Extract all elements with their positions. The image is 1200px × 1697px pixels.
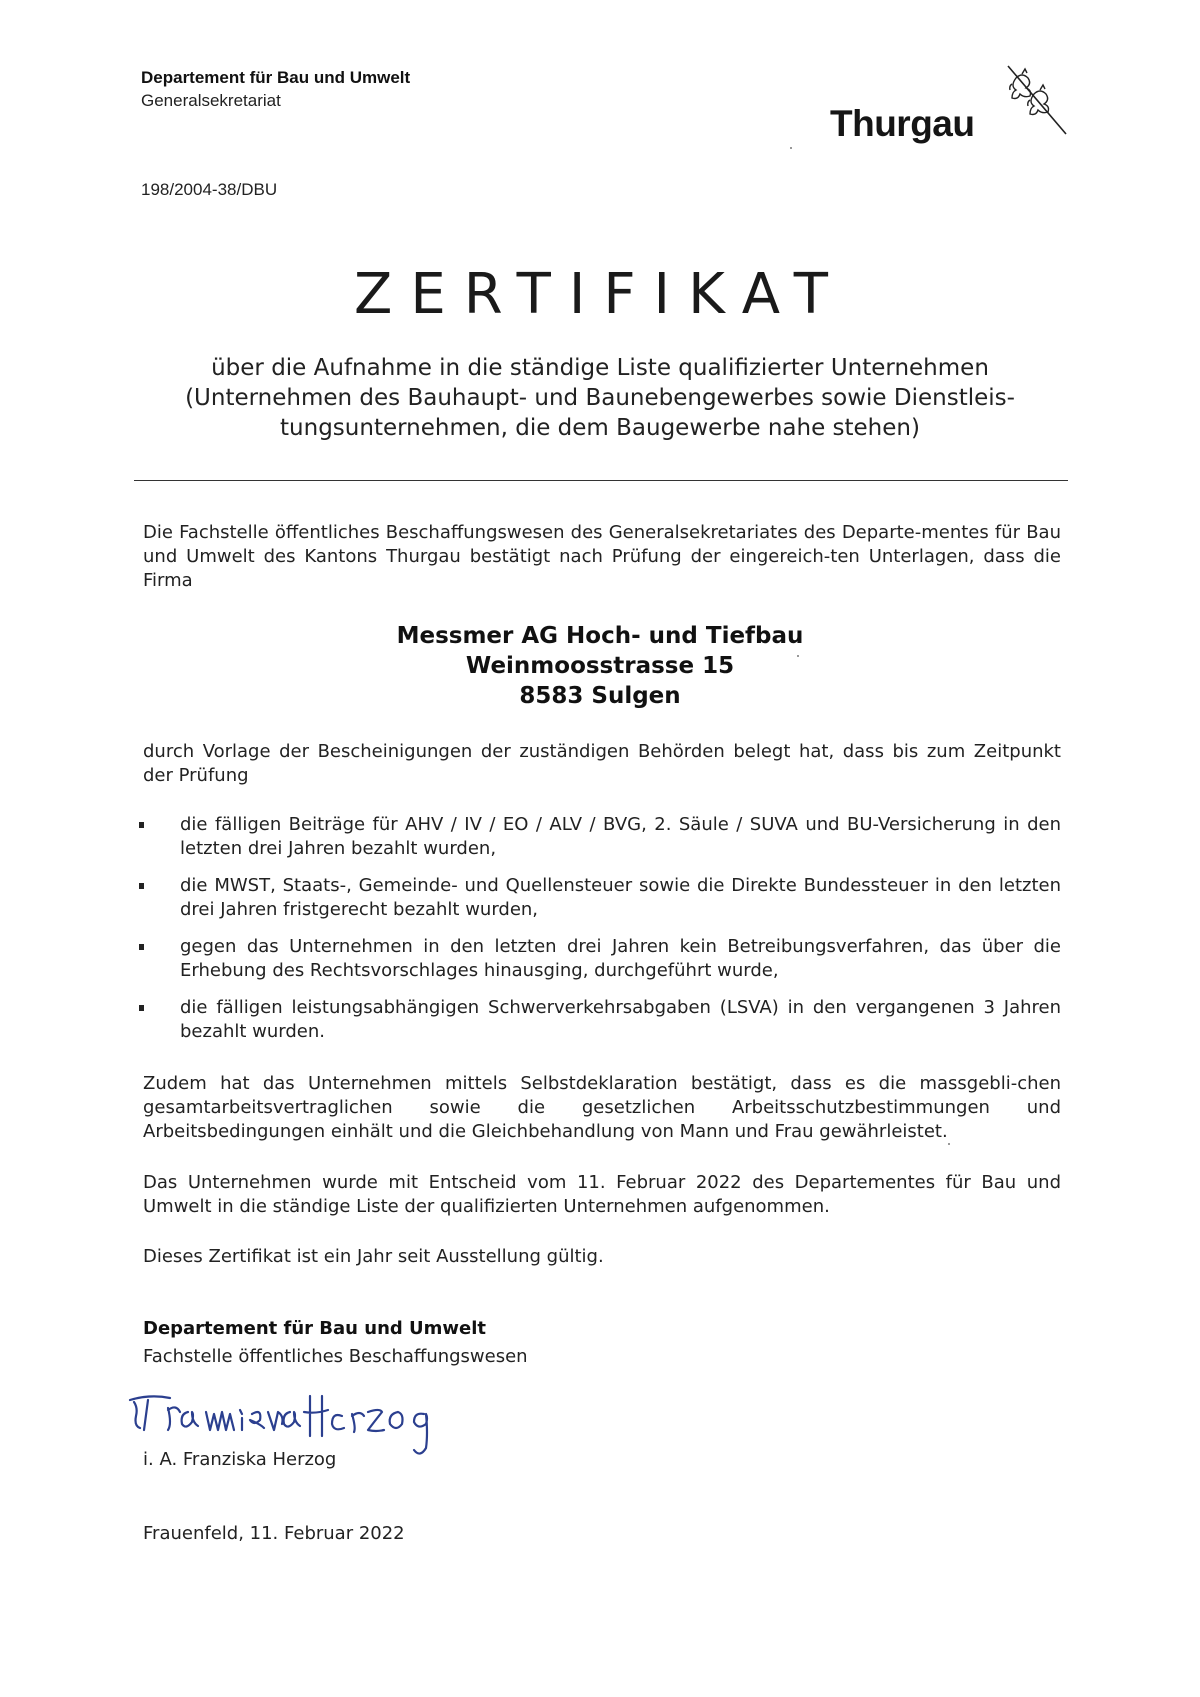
list-item-text: die fälligen Beiträge für AHV / IV / EO / ALV / BVG, 2. Säule / SUVA und BU-Versicherung in den letzten drei Jahren bezahlt wurden,	[180, 814, 1061, 859]
scan-speck	[797, 655, 799, 657]
place-date: Frauenfeld, 11. Februar 2022	[143, 1523, 405, 1544]
bullet-icon	[139, 944, 144, 950]
list-item-text: gegen das Unternehmen in den letzten drei Jahren kein Betreibungsverfahren, das über die Erhebung des Rechtsvorschlages hinausging, durchgeführt wurde,	[180, 936, 1061, 981]
bullet-icon	[139, 883, 144, 889]
divider	[134, 480, 1068, 481]
page-title: ZERTIFIKAT	[354, 262, 846, 327]
requirements-list	[139, 813, 1061, 1057]
header-department: Departement für Bau und Umwelt	[141, 68, 411, 87]
decision-paragraph: Das Unternehmen wurde mit Entscheid vom 11. Februar 2022 des Departementes für Bau und Umwelt in die ständige Liste der qualifizierten Unternehmen aufgenommen.	[143, 1172, 1061, 1217]
evidence-paragraph: durch Vorlage der Bescheinigungen der zuständigen Behörden belegt hat, dass bis zum Zeitpunkt der Prüfung	[143, 741, 1061, 786]
header-secretariat: Generalsekretariat	[141, 91, 281, 110]
list-item-text: die MWST, Staats-, Gemeinde- und Quellensteuer sowie die Direkte Bundessteuer in den letzten drei Jahren fristgerecht bezahlt wurden,	[180, 875, 1061, 920]
scan-speck	[948, 1143, 950, 1145]
scan-speck	[790, 147, 792, 149]
list-item	[139, 874, 1061, 922]
signature-department: Departement für Bau und Umwelt	[143, 1318, 487, 1339]
bullet-icon	[139, 822, 144, 828]
thurgau-logo-text: Thurgau	[830, 103, 975, 144]
thurgau-lion-emblem-icon	[1002, 64, 1068, 136]
intro-paragraph: Die Fachstelle öffentliches Beschaffungswesen des Generalsekretariates des Departe-mentes für Bau und Umwelt des Kantons Thurgau bestätigt nach Prüfung der eingereich-ten Unterlagen, dass die Firma	[143, 522, 1061, 591]
signature-unit: Fachstelle öffentliches Beschaffungswesen	[143, 1346, 528, 1367]
reference-number: 198/2004-38/DBU	[141, 180, 278, 199]
company-city: 8583 Sulgen	[519, 683, 681, 709]
list-item	[139, 996, 1061, 1044]
bullet-icon	[139, 1005, 144, 1011]
list-item	[139, 813, 1061, 861]
certificate-subtitle: über die Aufnahme in die ständige Liste qualifizierter Unternehmen (Unternehmen des Bauhaupt- und Baunebengewerbes sowie Dienstleis-tungsunternehmen, die dem Baugewerbe nahe stehen)	[185, 355, 1015, 441]
list-item-text: die fälligen leistungsabhängigen Schwerverkehrsabgaben (LSVA) in den vergangenen 3 Jahren bezahlt wurden.	[180, 997, 1061, 1042]
validity-paragraph: Dieses Zertifikat ist ein Jahr seit Ausstellung gültig.	[143, 1246, 604, 1267]
company-name: Messmer AG Hoch- und Tiefbau	[396, 623, 804, 649]
list-item	[139, 935, 1061, 983]
self-declaration-paragraph: Zudem hat das Unternehmen mittels Selbstdeklaration bestätigt, dass es die massgebli-chen gesamtarbeitsvertraglichen sowie die gesetzlichen Arbeitsschutzbestimmungen und Arbeitsbedingungen einhält und die Gleichbehandlung von Mann und Frau gewährleistet.	[143, 1073, 1061, 1142]
company-street: Weinmoosstrasse 15	[465, 653, 735, 679]
signatory-name: i. A. Franziska Herzog	[143, 1449, 337, 1470]
